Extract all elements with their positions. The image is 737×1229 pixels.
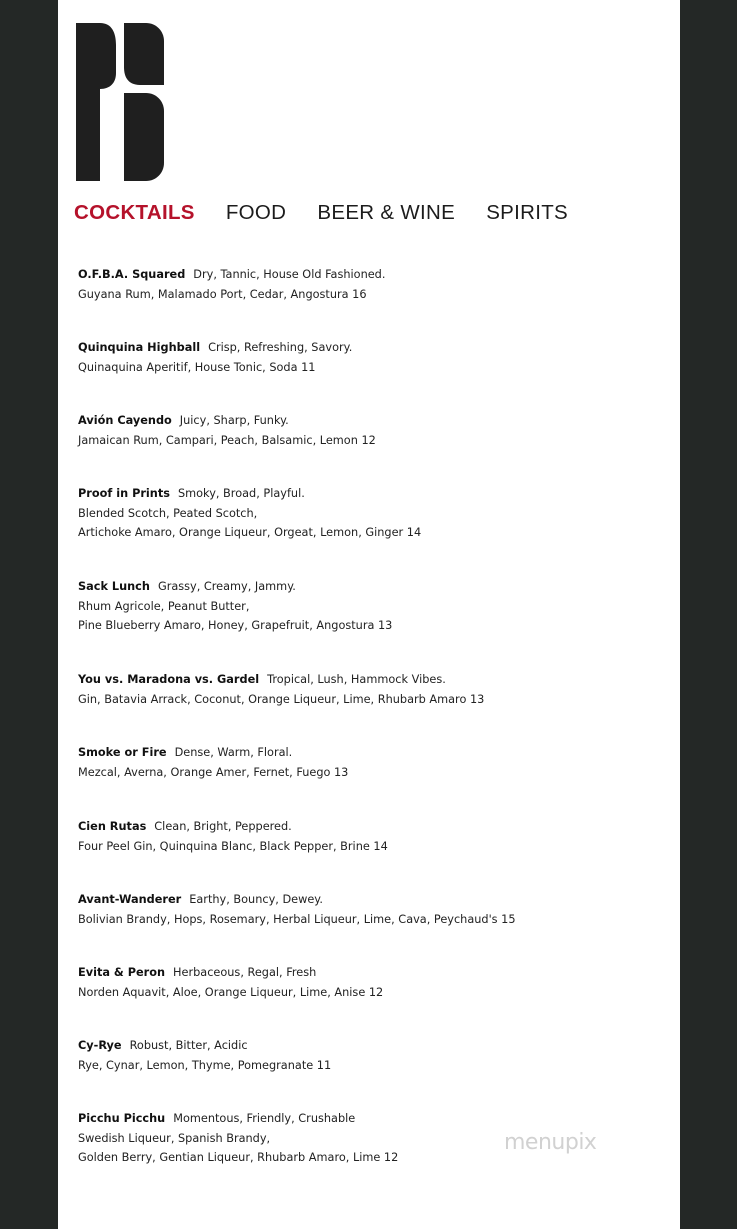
tasting-notes: Juicy, Sharp, Funky. bbox=[179, 414, 289, 427]
drink-name: You vs. Maradona vs. Gardel bbox=[78, 673, 260, 686]
menu-item bbox=[78, 484, 421, 543]
menu-item bbox=[78, 1109, 398, 1168]
tasting-notes: Crisp, Refreshing, Savory. bbox=[208, 341, 353, 354]
drink-name: Cien Rutas bbox=[78, 820, 147, 833]
menu-item bbox=[78, 670, 484, 709]
ingredients: Norden Aquavit, Aloe, Orange Liqueur, Lime, Anise 12 bbox=[78, 985, 384, 999]
menu-item-header bbox=[78, 1036, 331, 1056]
ingredients: Gin, Batavia Arrack, Coconut, Orange Liqueur, Lime, Rhubarb Amaro 13 bbox=[78, 692, 485, 706]
tasting-notes: Clean, Bright, Peppered. bbox=[154, 820, 292, 833]
drink-name: Cy-Rye bbox=[78, 1039, 122, 1052]
menu-item-header bbox=[78, 484, 421, 504]
menu-item-header bbox=[78, 577, 392, 597]
drink-name: Sack Lunch bbox=[78, 580, 150, 593]
menu-item-header bbox=[78, 411, 376, 431]
tasting-notes: Grassy, Creamy, Jammy. bbox=[157, 580, 296, 593]
tab-cocktails[interactable]: COCKTAILS bbox=[74, 201, 195, 224]
drink-name: Smoke or Fire bbox=[78, 746, 167, 759]
category-nav bbox=[74, 201, 594, 227]
menu-item-header bbox=[78, 265, 385, 285]
tasting-notes: Momentous, Friendly, Crushable bbox=[173, 1112, 356, 1125]
tasting-notes: Robust, Bitter, Acidic bbox=[129, 1039, 248, 1052]
menu-item-header bbox=[78, 890, 516, 910]
tasting-notes: Earthy, Bouncy, Dewey. bbox=[189, 893, 323, 906]
menu-item bbox=[78, 265, 385, 304]
menu-item-header bbox=[78, 1109, 398, 1129]
ingredients: Bolivian Brandy, Hops, Rosemary, Herbal Liqueur, Lime, Cava, Peychaud's 15 bbox=[78, 912, 516, 926]
drink-name: Avión Cayendo bbox=[78, 414, 172, 427]
ingredients: Rye, Cynar, Lemon, Thyme, Pomegranate 11 bbox=[78, 1058, 332, 1072]
tasting-notes: Dry, Tannic, House Old Fashioned. bbox=[193, 268, 386, 281]
ingredients: Four Peel Gin, Quinquina Blanc, Black Pepper, Brine 14 bbox=[78, 839, 388, 853]
ingredients: Quinaquina Aperitif, House Tonic, Soda 11 bbox=[78, 360, 316, 374]
menu-item-header bbox=[78, 817, 388, 837]
menu-item bbox=[78, 577, 392, 636]
menu-item bbox=[78, 743, 348, 782]
ingredients: Pine Blueberry Amaro, Honey, Grapefruit, Angostura 13 bbox=[78, 619, 393, 633]
ingredients: Golden Berry, Gentian Liqueur, Rhubarb Amaro, Lime 12 bbox=[78, 1151, 399, 1165]
ingredients: Guyana Rum, Malamado Port, Cedar, Angostura 16 bbox=[78, 287, 367, 301]
menu-item-header bbox=[78, 338, 352, 358]
tab-spirits[interactable]: SPIRITS bbox=[486, 201, 569, 224]
watermark: menupix bbox=[504, 1130, 597, 1155]
menu-item bbox=[78, 890, 516, 929]
brand-logo bbox=[76, 23, 164, 181]
tab-beer-wine[interactable]: BEER & WINE bbox=[317, 201, 456, 224]
menu-item-header bbox=[78, 670, 484, 690]
drink-name: Proof in Prints bbox=[78, 487, 170, 500]
menu-item-header bbox=[78, 963, 383, 983]
ingredients: Artichoke Amaro, Orange Liqueur, Orgeat, Lemon, Ginger 14 bbox=[78, 526, 422, 540]
tasting-notes: Tropical, Lush, Hammock Vibes. bbox=[267, 673, 446, 686]
menu-item-header bbox=[78, 743, 348, 763]
ingredients: Jamaican Rum, Campari, Peach, Balsamic, Lemon 12 bbox=[78, 433, 376, 447]
menu-item bbox=[78, 817, 388, 856]
drink-name: Quinquina Highball bbox=[78, 341, 201, 354]
ingredients: Rhum Agricole, Peanut Butter, bbox=[78, 599, 250, 613]
menu-item bbox=[78, 1036, 331, 1075]
drink-name: O.F.B.A. Squared bbox=[78, 268, 186, 281]
tasting-notes: Smoky, Broad, Playful. bbox=[177, 487, 305, 500]
menu-item bbox=[78, 411, 376, 450]
tasting-notes: Dense, Warm, Floral. bbox=[174, 746, 293, 759]
menu-item bbox=[78, 963, 383, 1002]
ingredients: Blended Scotch, Peated Scotch, bbox=[78, 506, 258, 520]
ingredients: Swedish Liqueur, Spanish Brandy, bbox=[78, 1131, 271, 1145]
drink-name: Picchu Picchu bbox=[78, 1112, 166, 1125]
ingredients: Mezcal, Averna, Orange Amer, Fernet, Fuego 13 bbox=[78, 765, 349, 779]
drink-name: Avant-Wanderer bbox=[78, 893, 182, 906]
menu-page bbox=[58, 0, 680, 1229]
tab-food[interactable]: FOOD bbox=[225, 201, 287, 224]
menu-item bbox=[78, 338, 352, 377]
tasting-notes: Herbaceous, Regal, Fresh bbox=[173, 966, 317, 979]
drink-name: Evita & Peron bbox=[78, 966, 166, 979]
